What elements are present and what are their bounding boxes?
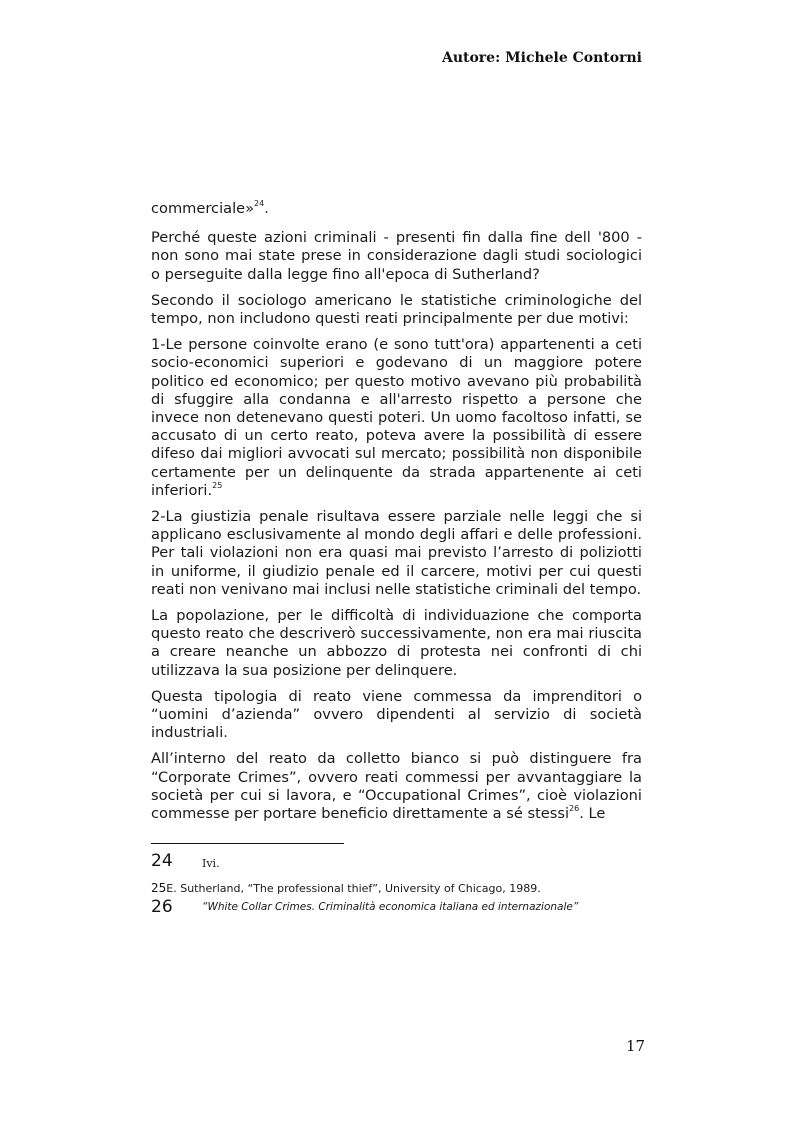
footnote-ref-25[interactable]: 25	[212, 480, 223, 490]
page-number: 17	[626, 1037, 646, 1055]
paragraph-3-text: 1-Le persone coinvolte erano (e sono tutt'ora) appartenenti a ceti socio-economici superiori e godevano di un maggiore potere politico ed economico; per questo motivo avevano più probabilità di sfuggire alla condanna e all'arresto rispetto a persone che invece non detenevano questi poteri. Un uomo facoltoso infatti, se accusato di un certo reato, poteva avere la possibilità di essere difeso dai migliori avvocati sul mercato; possibilità non disponibile certamente per un delinquente da strada appartenente ai ceti inferiori.	[151, 336, 642, 499]
footnote-24-number: 24	[151, 851, 173, 871]
paragraph-7	[151, 750, 642, 823]
paragraph-6: Questa tipologia di reato viene commessa da imprenditori o “uomini d’azienda” ovvero dipendenti al servizio di società industriali.	[151, 687, 642, 742]
footnotes	[151, 851, 642, 917]
paragraph-3	[151, 336, 642, 500]
paragraph-2: Secondo il sociologo americano le statistiche criminologiche del tempo, non includono questi reati principalmente per due motivi:	[151, 291, 642, 328]
paragraph-1: Perché queste azioni criminali - presenti fin dalla fine dell '800 - non sono mai state prese in considerazione dagli studi sociologici o perseguite dalla legge fino all'epoca di Sutherland?	[151, 229, 642, 283]
footnote-26	[151, 897, 642, 917]
paragraph-0-text: commerciale»	[151, 200, 255, 217]
footnote-25-number: 25	[151, 881, 167, 895]
footnote-25	[151, 881, 642, 895]
footnote-26-number: 26	[151, 897, 173, 917]
footnote-25-text: E. Sutherland, “The professional thief”, University of Chicago, 1989.	[166, 882, 541, 895]
paragraph-0-tail: .	[264, 200, 269, 217]
footnote-24-text: Ivi.	[202, 857, 220, 870]
paragraph-7-text: All’interno del reato da colletto bianco si può distinguere fra “Corporate Crimes”, ovvero reati commessi per avvantaggiare la società per cui si lavora, e “Occupational Crimes”, cioè violazioni commesse per portare beneficio direttamente a sé stessi	[151, 750, 642, 823]
paragraph-7-tail: . Le	[579, 805, 606, 823]
footnote-26-text: “White Collar Crimes. Criminalità economica italiana ed internazionale”	[202, 901, 579, 913]
paragraph-0	[151, 200, 642, 218]
paragraph-5: La popolazione, per le difficoltà di individuazione che comporta questo reato che descriverò successivamente, non era mai riuscita a creare neanche un abbozzo di protesta nei confronti di chi utilizzava la sua posizione per delinquere.	[151, 607, 642, 679]
paragraph-4: 2-La giustizia penale risultava essere parziale nelle leggi che si applicano esclusivamente al mondo degli affari e delle professioni. Per tali violazioni non era quasi mai previsto l’arresto di poliziotti in uniforme, il giudizio penale ed il carcere, motivi per cui questi reati non venivano mai inclusi nelle statistiche criminali del tempo.	[151, 508, 642, 598]
footnote-ref-26[interactable]: 26	[569, 804, 580, 814]
footnote-separator	[151, 843, 344, 844]
running-header-author: Autore: Michele Contorni	[441, 50, 642, 66]
footnote-ref-24[interactable]: 24	[254, 199, 265, 208]
footnote-24	[151, 851, 642, 875]
main-text	[151, 200, 642, 831]
